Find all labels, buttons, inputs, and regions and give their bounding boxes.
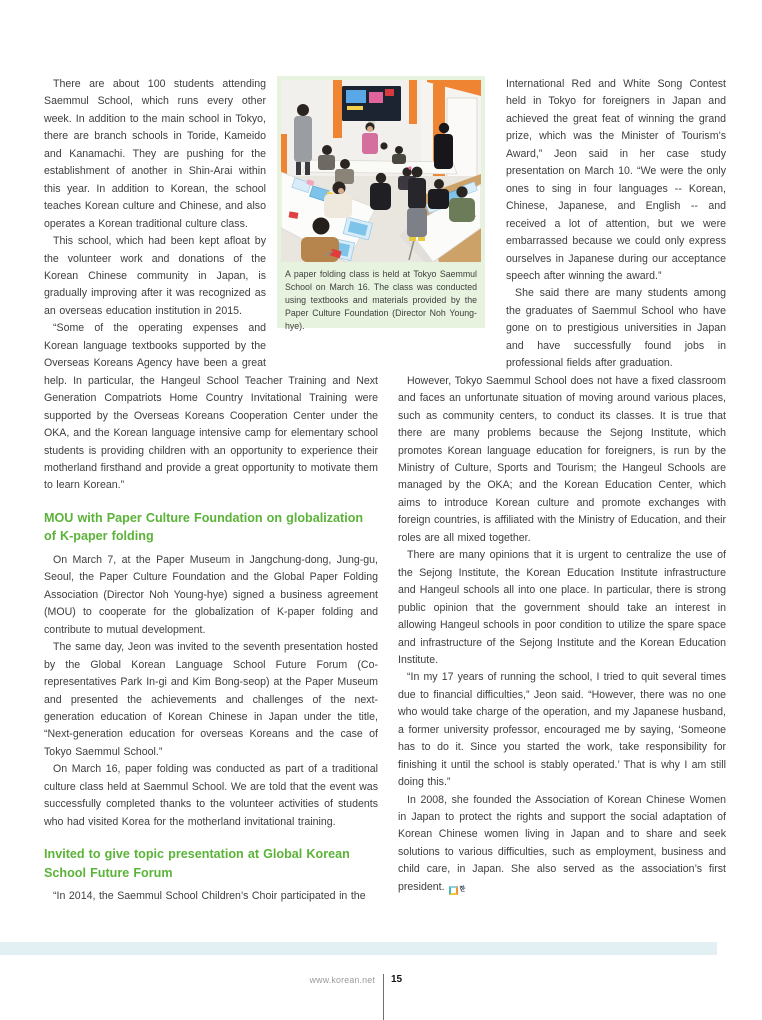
footer-accent-bar (0, 942, 717, 955)
paragraph: “In 2014, the Saemmul School Children’s Choir participated in the (53, 890, 366, 903)
photo-caption: A paper folding class is held at Tokyo Saemmul School on March 16. The class was conducted using textbooks and materials provided by the Paper Culture Foundation (Director Noh Young-hye). (285, 269, 477, 331)
classroom-photo (281, 80, 481, 262)
paragraph (398, 792, 726, 897)
paragraph: International Red and White Song Contest held in Tokyo for foreigners in Japan and achieved the great feat of winning the grand prize, which was the Minister of Tourism’s Award,” Jeon said in her case study presentation on March 10. “We were the only ones to sing in four languages -- Korean, Chinese, Japanese, and English -- and received a lot of attention, but we were embarrassed because we could only express ourselves in Japanese during our acceptance speech after winning the award.” (506, 78, 726, 282)
paragraph: However, Tokyo Saemmul School does not have a fixed classroom and faces an unfortunate situation of moving around various places, such as community centers, to conduct its classes. It is true that there are many problems because the Sejong Institute, which promotes Korean language education for foreigners, is run by the Ministry of Culture, Sports and Tourism; the Hangeul Schools are managed by the OKA; and the Korean Education Center, which aims to introduce Korean culture and promote exchanges with foreign countries, is affiliated with the Ministry of Education, and their roles are all mixed together. (398, 374, 726, 544)
paragraph: “Some of the operating expenses and Korean language textbooks supported by the Overseas Koreans Agency have been a great help. In particular, the Hangeul School Teacher Training and Next Generation Compatriots Home Country Invitational Training were supported by the Overseas Koreans Cooperation Center under the OKA, and the Korean language intensive camp for elementary school students is providing children with an opportunity to experience their motherland firsthand and provide a great opportunity to motivate them to learn Korean.” (44, 322, 378, 492)
section-heading-mou: MOU with Paper Culture Foundation on globalization of K-paper folding (44, 510, 364, 544)
paragraph-text: In 2008, she founded the Association of Korean Chinese Women in Japan to protect the rights and support the social adaptation of Korean Chinese women living in Japan and to share and seek solutions to various difficulties, such as employment, business and child care, in Japan. She also served as the association’s first president. (398, 793, 726, 893)
end-of-article-icon: 한 (449, 886, 458, 895)
page-number: 15 (391, 974, 403, 985)
paragraph: There are many opinions that it is urgent to centralize the use of the Sejong Institute, the Korean Education Institute infrastructure and Hangeul schools all into one place. In particular, there is strong public opinion that the government should take an interest in allowing Hangeul schools in poor condition to utilize the spare space and infrastructure of the Sejong Institute and the Korean Education Institute. (398, 549, 726, 666)
paragraph: On March 16, paper folding was conducted as part of a traditional culture class held at Saemmul School. We are told that the event was successfully completed thanks to the volunteer activities of students who had visited Korea for the motherland invitational training. (44, 763, 378, 828)
section-heading-forum: Invited to give topic presentation at Global Korean School Future Forum (44, 847, 350, 880)
paragraph: She said there are many students among the graduates of Saemmul School who have gone on to prestigious universities in Japan and have successfully found jobs in professional fields after graduation. (506, 287, 726, 370)
paragraph: This school, which had been kept afloat by the volunteer work and donations of the Korean Chinese community in Japan, is gradually improving after it was recognized as an overseas education institution in 2015. (44, 235, 266, 317)
paragraph: “In my 17 years of running the school, I tried to quit several times due to financial difficulties,” Jeon said. “However, there was no one who would take charge of the operation, and my Japanese husband, a former university professor, encouraged me by saying, ‘Someone has to do it. Since you started the work, take responsibility for finishing it until the school is stably operated.’ That is why I am still doing this.” (398, 671, 726, 789)
classroom-photo-illustration (281, 80, 481, 262)
paragraph: The same day, Jeon was invited to the seventh presentation hosted by the Global Korean Language School Future Forum (Co-representatives Park In-gi and Kim Bong-seop) at the Paper Museum and presented the achievements and challenges of the next-generation education of Korean Chinese in Japan under the title, “Next-generation education for overseas Koreans and the case of Tokyo Saemmul School.” (44, 641, 378, 758)
paragraph: On March 7, at the Paper Museum in Jangchung-dong, Jung-gu, Seoul, the Paper Culture Foundation and the Global Paper Folding Association (Director Noh Young-hye) signed a business agreement (MOU) to cooperate for the globalization of K-paper folding and contribute to mutual development. (44, 553, 378, 636)
paragraph: There are about 100 students attending Saemmul School, which runs every other week. In addition to the main school in Tokyo, there are branch schools in Toride, Kameido and Kanamachi. They are pushing for the establishment of another in Shin-Arai within this year. In addition to Korean, the school teaches Korean culture and Chinese, and also operates a Korean traditional culture class. (44, 78, 266, 230)
article-photo-box (277, 76, 485, 331)
footer-url: www.korean.net (309, 975, 375, 985)
footer-divider (383, 974, 384, 1020)
